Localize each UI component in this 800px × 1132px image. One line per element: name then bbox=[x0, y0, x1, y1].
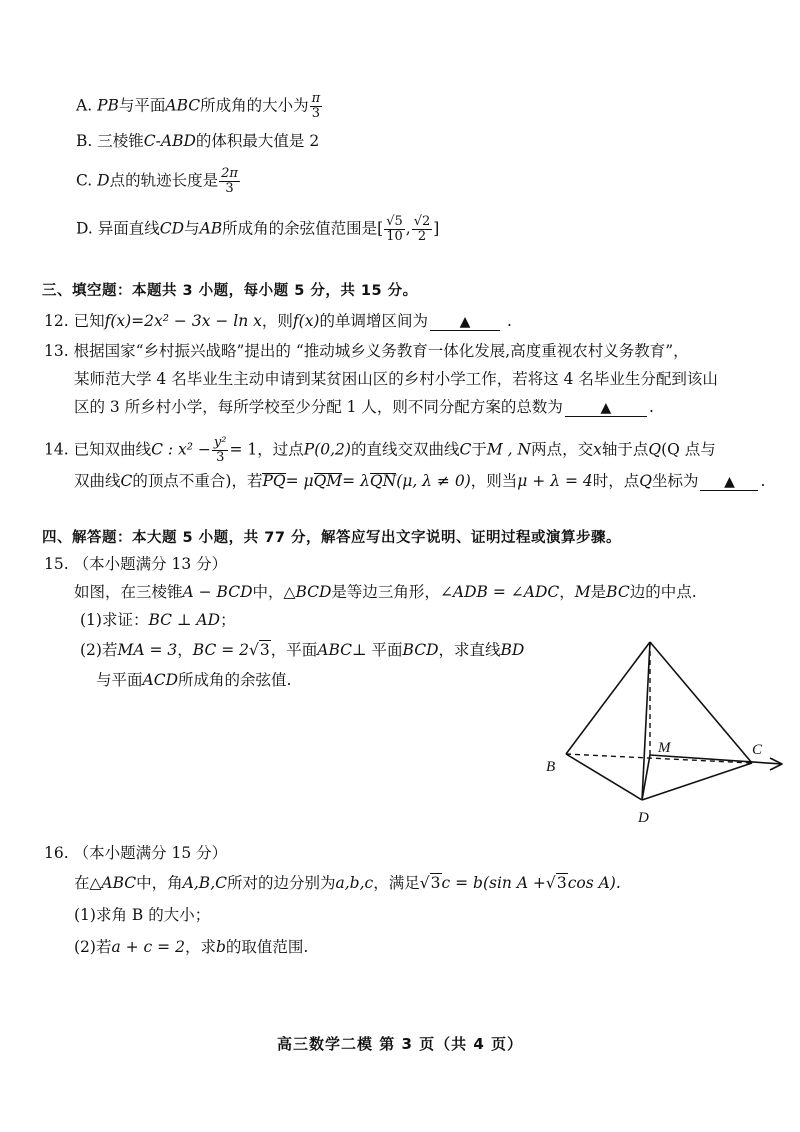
vector-pq: PQ bbox=[262, 472, 286, 490]
vector-qn: QN bbox=[369, 472, 397, 490]
question-16-header: 16. （本小题满分 15 分） bbox=[44, 844, 228, 862]
fraction-y2-3: $\frac{\text{y²}}{3}$ bbox=[213, 435, 227, 465]
section-3-title: 三、填空题：本题共 3 小题，每小题 5 分，共 15 分。 bbox=[42, 283, 418, 299]
label-b: B bbox=[546, 759, 556, 775]
sqrt-3-b: √3 bbox=[545, 874, 567, 892]
question-13-line-3: 区的 3 所乡村小学，每所学校至少分配 1 人，则不同分配方案的总数为 ▲ . bbox=[74, 398, 654, 416]
fraction-pi-3: $\frac{\pi}{3}$ bbox=[311, 91, 321, 121]
question-16-part-2: (2)若a + c = 2，求b的取值范围. bbox=[74, 938, 309, 956]
edge-bd bbox=[566, 754, 642, 800]
fraction-2pi-3: $\frac{2\pi}{3}$ bbox=[221, 166, 238, 196]
answer-blank-14: ▲ bbox=[700, 474, 758, 491]
question-15-part-2-cont: 与平面ACD所成角的余弦值. bbox=[96, 671, 292, 689]
question-15-part-1: (1)求证：BC ⊥ AD； bbox=[80, 611, 236, 629]
question-13-line-1: 13. 根据国家“乡村振兴战略”提出的 “推动城乡义务教育一体化发展,高度重视农村义务教育”， bbox=[44, 342, 689, 360]
label-d: D bbox=[638, 810, 649, 826]
pyramid-figure bbox=[538, 632, 788, 832]
option-d: D. 异面直线CD与AB所成角的余弦值范围是[ $\frac{√5}{10}$ , $\frac{√2}{2}$ ] bbox=[76, 214, 440, 244]
question-16-part-1: (1)求角 B 的大小； bbox=[74, 906, 211, 924]
question-13-line-2: 某师范大学 4 名毕业生主动申请到某贫困山区的乡村小学工作，若将这 4 名毕业生分配到该山 bbox=[74, 370, 718, 388]
question-14-line-1: 14. 已知双曲线C : x² − $\frac{\text{y²}}{3}$ = 1，过点P(0,2)的直线交双曲线C于M , N两点，交x轴于点Q(Q 点与 bbox=[44, 435, 716, 465]
edge-cd bbox=[642, 763, 752, 800]
option-b: B. 三棱锥C-ABD的体积最大值是 2 bbox=[76, 132, 320, 150]
label-c: C bbox=[752, 742, 763, 758]
vector-qm: QM bbox=[313, 472, 343, 490]
answer-blank-12: ▲ bbox=[430, 314, 500, 331]
fraction-sqrt5-10: $\frac{√5}{10}$ bbox=[386, 214, 403, 244]
sqrt-3-a: √3 bbox=[419, 874, 441, 892]
question-16-stem: 在△ABC中，角A,B,C所对的边分别为a,b,c，满足√3c = b(sin A +√3cos A). bbox=[74, 874, 621, 892]
edge-ab bbox=[566, 642, 650, 754]
question-12: 12. 已知f(x)=2x² − 3x − ln x，则f(x)的单调增区间为 ▲ . bbox=[44, 312, 512, 330]
question-14-line-2: 双曲线C的顶点不重合)，若PQ= μQM= λQN(μ, λ ≠ 0)，则当μ + λ = 4时，点Q坐标为 ▲ . bbox=[74, 472, 766, 490]
fraction-sqrt2-2: $\frac{√2}{2}$ bbox=[413, 214, 431, 244]
option-a: A. PB与平面ABC所成角的大小为 $\frac{\pi}{3}$ bbox=[76, 91, 321, 121]
page-footer: 高三数学二模 第 3 页（共 4 页） bbox=[277, 1035, 523, 1053]
label-m: M bbox=[658, 740, 671, 756]
section-4-title: 四、解答题：本大题 5 小题，共 77 分，解答应写出文字说明、证明过程或演算步骤。 bbox=[42, 530, 621, 546]
option-c: C. D点的轨迹长度是 $\frac{2\pi}{3}$ bbox=[76, 166, 238, 196]
sqrt-3: √3 bbox=[249, 641, 270, 659]
question-15-stem: 如图，在三棱锥A − BCD中，△BCD是等边三角形，∠ADB = ∠ADC，M是BC边的中点. bbox=[74, 583, 697, 601]
question-15-part-2: (2)若MA = 3，BC = 2√3，平面ABC⊥ 平面BCD，求直线BD bbox=[80, 641, 525, 659]
answer-blank-13: ▲ bbox=[565, 400, 647, 417]
question-15-header: 15. （本小题满分 13 分） bbox=[44, 555, 228, 573]
